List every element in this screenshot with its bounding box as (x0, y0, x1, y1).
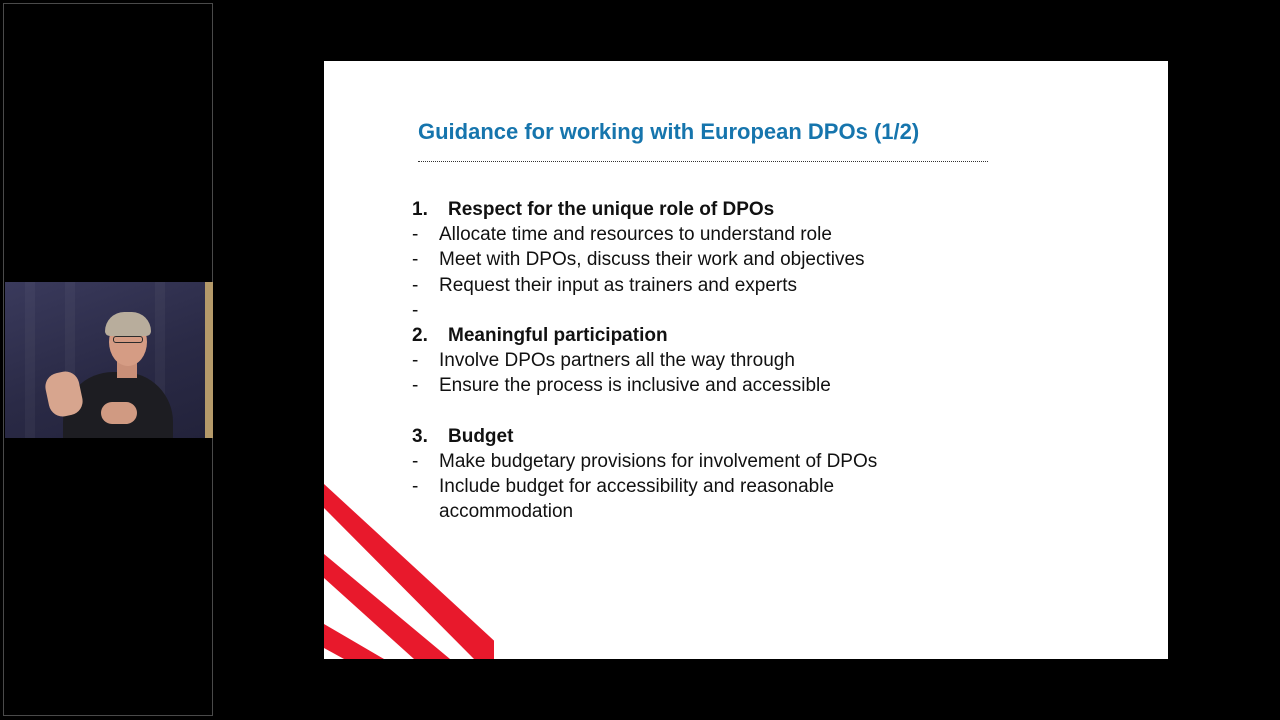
bullet-item (412, 222, 972, 247)
red-stripe (324, 624, 384, 659)
section-heading (412, 323, 972, 348)
shared-slide (324, 61, 1168, 659)
bullet-item (412, 474, 972, 524)
bullet-item (412, 449, 972, 474)
decorative-stripes (324, 484, 494, 659)
bullet-text: Ensure the process is inclusive and accessible (439, 375, 831, 397)
bullet-item (412, 247, 972, 272)
bullet-item (412, 373, 972, 398)
bullet-text: Include budget for accessibility and reasonable accommodation (439, 476, 835, 523)
section-heading (412, 424, 972, 449)
participant-video-tile[interactable] (5, 282, 213, 438)
participant-strip (3, 3, 213, 716)
bullet-dash: - (412, 451, 419, 473)
section-heading (412, 197, 972, 222)
bullet-dash: - (412, 350, 419, 372)
blank-line (412, 399, 972, 424)
section-heading-text: Meaningful participation (448, 325, 668, 347)
section-number: 2. (412, 325, 428, 347)
background-wall (205, 282, 213, 438)
section-number: 1. (412, 199, 428, 220)
bullet-dash: - (412, 224, 419, 246)
section-heading-text: Respect for the unique role of DPOs (448, 199, 775, 220)
bullet-text: Allocate time and resources to understand role (439, 224, 832, 246)
participant-glasses (113, 336, 143, 343)
bullet-text: Meet with DPOs, discuss their work and objectives (439, 249, 865, 271)
section-heading-text: Budget (448, 425, 514, 447)
bullet-dash: - (412, 299, 419, 321)
bullet-item (412, 273, 972, 298)
section-number: 3. (412, 425, 428, 447)
bullet-dash: - (412, 375, 419, 397)
bullet-item (412, 298, 972, 323)
bullet-dash: - (412, 249, 419, 271)
curtain-fold (25, 282, 35, 438)
slide-content (412, 197, 972, 525)
title-divider (418, 161, 988, 162)
slide-title: Guidance for working with European DPOs (1/2) (418, 119, 920, 144)
bullet-dash: - (412, 476, 419, 498)
bullet-text: Involve DPOs partners all the way through (439, 350, 795, 372)
bullet-dash: - (412, 274, 419, 296)
bullet-text: Request their input as trainers and experts (439, 274, 798, 296)
participant-hand (101, 402, 137, 424)
participant-hair (105, 312, 151, 336)
bullet-item (412, 348, 972, 373)
bullet-text: Make budgetary provisions for involvement of DPOs (439, 451, 878, 473)
